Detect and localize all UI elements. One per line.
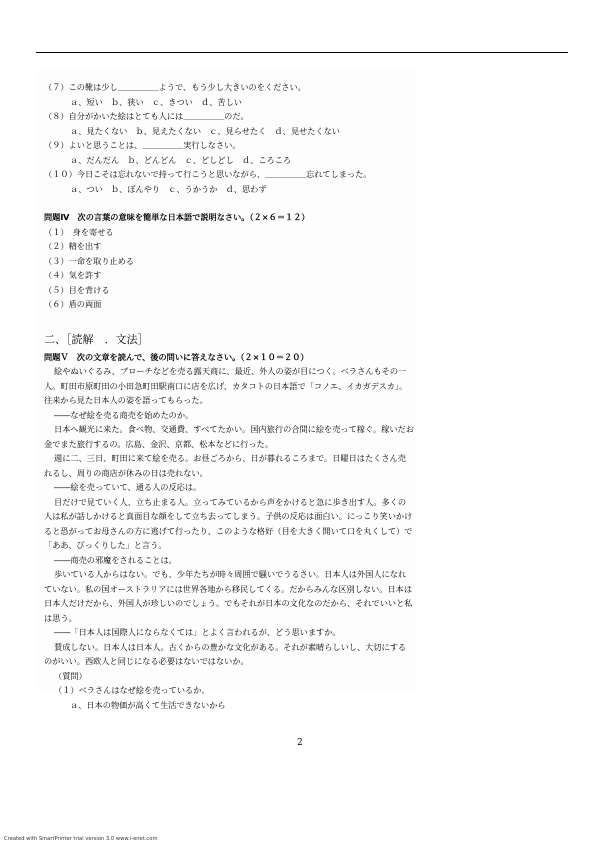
question-10-options: ａ、つい ｂ、ぼんやり ｃ、うかうか ｄ、思わず <box>70 183 267 194</box>
mondai-4-item: （５）目を背ける <box>44 284 110 295</box>
section-2-heading: 二、［読解 ．文法］ <box>44 332 149 346</box>
top-rule <box>36 52 568 53</box>
question-7: （７）この靴は少し＿＿＿＿＿ようで、もう少し大きいのをください。 <box>44 82 306 92</box>
question-8: （８）自分がかいた絵はとても人には＿＿＿＿＿のだ。 <box>44 111 249 121</box>
passage-paragraph: 賛成しない。日本人は日本人。古くからの豊かな文化がある。それが素晴らしいし、大切にするのがいい。西欧人と同じになる必要はないではないか。 <box>44 641 407 666</box>
mondai-4-item: （６）盾の両面 <box>44 299 102 309</box>
mondai-4-item: （３）一命を取り止める <box>44 255 135 266</box>
passage-paragraph: ――なぜ絵を売る商売を始めたのか。 <box>54 409 194 420</box>
mondai-4-item: （２）精を出す <box>44 241 102 251</box>
passage-paragraph: ――絵を売っていて、通る人の反応は。 <box>54 482 202 492</box>
mondai-4-item: （４）気を許す <box>44 270 102 280</box>
mondai-5-title: 問題Ｖ 次の文章を読んで、後の問いに答えなさい。（２×１０＝２０） <box>44 351 309 362</box>
question-1-option-a: ａ、日本の物価が高くて生活できないから <box>70 699 226 710</box>
passage-paragraph: 絵やぬいぐるみ、ブローチなどを売る露天商に、最近、外人の姿が目につく。ベラさんもその一人。町田市原町田の小田急町田駅南口に店を広げ、カタコトの日本語で「コノエ、イカガデスカ」。往来から見た日本人の姿を語ってもらった。 <box>44 366 408 405</box>
question-9: （９）よいと思うことは、＿＿＿＿＿実行しなさい。 <box>44 140 241 150</box>
passage-paragraph: 歩いている人からはない。でも、少年たちが時々周囲で騒いでうるさい。日本人は外国人になれていない。私の国オーストラリアには世界各地から移民してくる。だからみんな区別しない。日本は日本人だけだから、外国人が珍しいのでしょう。でもそれが日本の文化なのだから、それでいいと私は思う。 <box>44 569 413 623</box>
footer-credit: Created with SmartPrinter trial version 3.0 www.i-enet.com <box>4 836 158 842</box>
document-body <box>44 80 414 712</box>
question-label: （質問） <box>54 670 87 681</box>
passage-paragraph: 週に二、三日、町田に来て絵を売る。お昼ごろから、日が暮れるころまで。日曜日はたくさん売れるし、周りの商店が休みの日は売れない。 <box>44 453 406 478</box>
question-10: （１０）今日こそは忘れないで持って行こうと思いながら、＿＿＿＿＿忘れてしまった。 <box>44 169 372 179</box>
question-1: （１）ベラさんはなぜ絵を売っているか。 <box>54 685 210 695</box>
passage-paragraph: ――商売の邪魔をされることは。 <box>54 554 177 565</box>
question-9-options: ａ、だんだん ｂ、どんどん ｃ、どしどし ｄ、ころころ <box>70 154 292 165</box>
passage-paragraph: ――「日本人は国際人にならなくては」とよく言われるが、どう思いますか。 <box>54 627 341 637</box>
passage-paragraph: 目だけで見ていく人、立ち止まる人。立ってみているから声をかけると急に歩き出す人。多くの人は私が話しかけると真面目な顔をして立ち去ってしまう。子供の反応は面白い。にっこり笑いかけると恐がってお母さんの方に逃げて行ったり、このような格好（目を大きく開いて口を丸くして）で「ああ、びっくりした」と言う。 <box>44 496 413 550</box>
mondai-4-item: （１） 身を寄せる <box>44 226 114 237</box>
page-number: 2 <box>297 738 303 748</box>
passage-paragraph: 日本へ観光に来た。食べ物、交通費、すべてたかい。国内旅行の合間に絵を売って稼ぐ。稼いだお金でまた旅行するの。広島、金沢、京都、松本などに行った。 <box>44 424 414 449</box>
question-7-options: ａ、短い ｂ、狭い ｃ、きつい ｄ、苦しい <box>70 96 242 107</box>
question-8-options: ａ、見たくない ｂ、見えたくない ｃ、見らせたく ｄ、見せたくない <box>70 125 340 136</box>
mondai-4-title: 問題Ⅳ 次の言葉の意味を簡単な日本語で説明なさい。（２×６＝１２） <box>44 212 310 222</box>
